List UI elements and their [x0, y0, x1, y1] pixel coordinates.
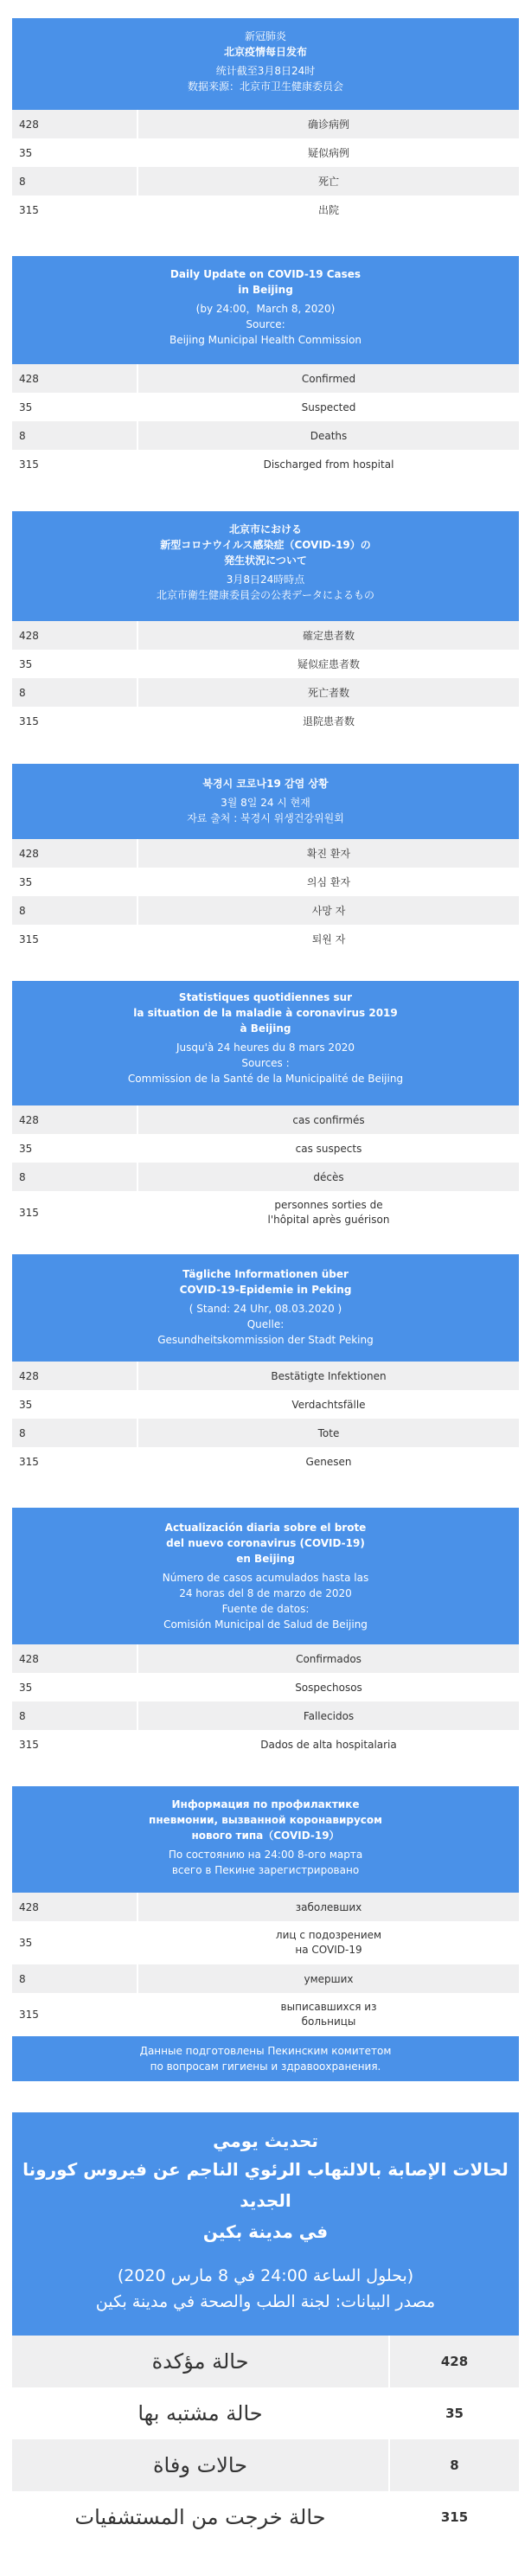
table-row: [12, 138, 519, 167]
header-time: ( Stand: 24 Uhr, 08.03.2020 ): [189, 1303, 342, 1315]
section-german: [12, 1254, 519, 1476]
stat-label: Discharged from hospital: [138, 450, 519, 478]
stats-table: [12, 1644, 519, 1759]
table-row: [12, 925, 519, 953]
section-korean: [12, 764, 519, 953]
stats-table: [12, 839, 519, 953]
stat-label: Confirmed: [138, 364, 519, 393]
header-title: 新冠肺炎: [244, 30, 286, 42]
table-row: [12, 195, 519, 224]
table-row: [12, 621, 519, 650]
stat-label: 退院患者数: [138, 707, 519, 735]
stat-label-line1: выписавшихся из: [280, 2001, 377, 2013]
stat-label-line1: personnes sorties de: [274, 1199, 383, 1211]
stat-label: حالة خرجت من المستشفيات: [12, 2491, 389, 2543]
stat-label: Dados de alta hospitalaria: [138, 1730, 519, 1759]
table-row: [12, 364, 519, 393]
table-row: [12, 896, 519, 925]
section-header: [12, 2112, 519, 2336]
stat-label: حالة مشتبه بها: [12, 2387, 389, 2439]
stat-label: [138, 1191, 519, 1234]
section-french: [12, 981, 519, 1234]
stat-value: 8: [12, 1964, 138, 1993]
table-row: [12, 707, 519, 735]
stat-label: Tote: [138, 1419, 519, 1447]
header-source: Beijing Municipal Health Commission: [169, 334, 362, 346]
stat-label: [138, 1163, 519, 1191]
stat-value: 8: [12, 1419, 138, 1447]
stats-table: [12, 621, 519, 735]
stat-label: [138, 1893, 519, 1921]
stat-label: حالة مؤكدة: [12, 2336, 389, 2387]
stat-value: 315: [12, 707, 138, 735]
header-title-line2: لحالات الإصابة بالالتهاب الرئوي الناجم عن فيروس كورونا الجديد: [22, 2159, 509, 2211]
stats-table: [12, 1362, 519, 1476]
stat-label: [138, 1105, 519, 1134]
table-row: [12, 1390, 519, 1419]
stat-label: 死亡者数: [138, 678, 519, 707]
stat-label: 疑似病例: [138, 138, 519, 167]
header-title-line2: пневмонии, вызванной коронавирусом: [149, 1814, 382, 1826]
stat-value: 315: [12, 195, 138, 224]
header-title: 북경시 코로나19 감염 상황: [202, 778, 329, 790]
table-row: [12, 1163, 519, 1191]
stat-label: Fallecidos: [138, 1701, 519, 1730]
stat-label-line1: лиц с подозрением: [275, 1929, 382, 1941]
header-source: 자료 출처 : 북경시 위생건강위원회: [187, 812, 344, 824]
stat-label-line1: décès: [313, 1170, 344, 1183]
header-title-line3: في مدينة بكين: [202, 2221, 329, 2242]
header-title: Actualización diaria sobre el brote: [164, 1522, 367, 1534]
stat-value: 35: [12, 1673, 138, 1701]
stat-value: 428: [12, 364, 138, 393]
header-title: تحديث يومي: [213, 2131, 318, 2151]
header-title: 北京市における: [228, 523, 302, 535]
table-row: [12, 650, 519, 678]
stat-value: 8: [12, 167, 138, 195]
stat-label: حالات وفاة: [12, 2439, 389, 2491]
stat-value: 315: [12, 1993, 138, 2036]
stat-label: Suspected: [138, 393, 519, 421]
stat-label: 確定患者数: [138, 621, 519, 650]
stat-label-line1: cas suspects: [295, 1142, 362, 1155]
stat-label: Verdachtsfälle: [138, 1390, 519, 1419]
table-row: [12, 1362, 519, 1390]
stat-value: 8: [12, 678, 138, 707]
table-row: [12, 1730, 519, 1759]
stat-value: 315: [12, 925, 138, 953]
header-title-line2: COVID-19-Epidemie in Peking: [179, 1284, 352, 1296]
header-time: Jusqu'à 24 heures du 8 mars 2020: [176, 1041, 355, 1054]
stat-value: 315: [12, 1447, 138, 1476]
stat-value: 35: [12, 1390, 138, 1419]
stat-label: [138, 1134, 519, 1163]
table-row: [12, 393, 519, 421]
header-source-label: Sources :: [241, 1057, 290, 1069]
stats-table: [12, 2336, 519, 2543]
header-title: Statistiques quotidiennes sur: [178, 991, 353, 1003]
stat-value: 428: [12, 110, 138, 138]
header-source: 数据来源：北京市卫生健康委员会: [187, 80, 343, 93]
stat-value: 35: [12, 138, 138, 167]
header-source: 北京市衛生健康委員会の公表データによるもの: [156, 589, 374, 601]
stat-label: 死亡: [138, 167, 519, 195]
stat-value: 8: [12, 421, 138, 450]
stat-label-line2: l'hôpital après guérison: [267, 1214, 390, 1226]
stats-table: [12, 364, 519, 478]
stats-table: [12, 1105, 519, 1234]
stat-value: 35: [12, 393, 138, 421]
stat-value: 8: [12, 1163, 138, 1191]
header-source: مصدر البيانات: لجنة الطب والصحة في مدينة بكين: [95, 2292, 436, 2311]
stat-value: 428: [12, 1893, 138, 1921]
header-title: Информация по профилактике: [171, 1798, 360, 1810]
stat-label-line1: умерших: [304, 1972, 354, 1985]
stat-label-line1: заболевших: [295, 1900, 362, 1913]
stat-label: Bestätigte Infektionen: [138, 1362, 519, 1390]
section-header: [12, 764, 519, 839]
header-source-label: Quelle:: [246, 1318, 285, 1330]
stat-label-line2: на COVID-19: [295, 1944, 362, 1956]
table-row: [12, 1447, 519, 1476]
stats-table: [12, 1893, 519, 2036]
section-arabic: [12, 2112, 519, 2543]
table-row: [12, 1134, 519, 1163]
header-time-line2: 24 horas del 8 de marzo de 2020: [179, 1587, 352, 1599]
stats-table: [12, 110, 519, 224]
section-footer: [12, 2036, 519, 2081]
stat-label: [138, 1964, 519, 1993]
section-header: [12, 1508, 519, 1644]
stat-value: 35: [12, 1134, 138, 1163]
table-row: [12, 1673, 519, 1701]
stat-value: 315: [389, 2491, 519, 2543]
header-time: 3월 8일 24 시 현재: [221, 797, 310, 809]
section-header: [12, 18, 519, 110]
stat-value: 8: [12, 896, 138, 925]
header-title-line3: à Beijing: [240, 1022, 291, 1035]
stat-value: 35: [12, 650, 138, 678]
table-row: [12, 110, 519, 138]
table-row: [12, 2336, 519, 2387]
section-header: [12, 981, 519, 1105]
stat-label-line1: cas confirmés: [292, 1113, 365, 1126]
stat-label: Genesen: [138, 1447, 519, 1476]
stat-value: 428: [389, 2336, 519, 2387]
stat-value: 428: [12, 839, 138, 868]
header-title-line2: in Beijing: [238, 284, 293, 296]
header-title-line3: 発生状況について: [224, 554, 307, 567]
table-row: [12, 1419, 519, 1447]
table-row: [12, 1191, 519, 1234]
stat-label: 확진 환자: [138, 839, 519, 868]
header-title: Tägliche Informationen über: [182, 1268, 349, 1280]
table-row: [12, 1893, 519, 1921]
section-header: [12, 1254, 519, 1362]
stat-label: 의심 환자: [138, 868, 519, 896]
section-english: [12, 256, 519, 478]
table-row: [12, 1921, 519, 1964]
table-row: [12, 167, 519, 195]
stat-value: 35: [12, 868, 138, 896]
table-row: [12, 678, 519, 707]
header-source-label: Fuente de datos:: [221, 1603, 310, 1615]
table-row: [12, 421, 519, 450]
stat-label: Sospechosos: [138, 1673, 519, 1701]
header-title-line3: нового типа（COVID-19）: [191, 1829, 340, 1842]
table-row: [12, 1993, 519, 2036]
stat-label: [138, 1993, 519, 2036]
header-time: Número de casos acumulados hasta las: [162, 1572, 369, 1584]
table-row: [12, 1105, 519, 1134]
footer-line2: по вопросам гигиены и здравоохранения.: [150, 2060, 381, 2073]
header-source: Comisión Municipal de Salud de Beijing: [163, 1618, 368, 1631]
stat-value: 428: [12, 1362, 138, 1390]
section-header: [12, 1786, 519, 1893]
footer-line1: Данные подготовлены Пекинским комитетом: [139, 2045, 392, 2057]
header-title-line2: la situation de la maladie à coronavirus 2019: [133, 1007, 398, 1019]
stat-label: Confirmados: [138, 1644, 519, 1673]
table-row: [12, 868, 519, 896]
table-row: [12, 450, 519, 478]
stat-label: 사망 자: [138, 896, 519, 925]
section-header: [12, 256, 519, 364]
stat-value: 428: [12, 1644, 138, 1673]
section-japanese: [12, 511, 519, 735]
table-row: [12, 2439, 519, 2491]
header-time-line2: всего в Пекине зарегистрировано: [171, 1864, 360, 1876]
stat-label: [138, 1921, 519, 1964]
table-row: [12, 1644, 519, 1673]
header-source: Commission de la Santé de la Municipalité de Beijing: [127, 1073, 404, 1085]
stat-value: 428: [12, 1105, 138, 1134]
table-row: [12, 2491, 519, 2543]
table-row: [12, 1701, 519, 1730]
stat-value: 315: [12, 1730, 138, 1759]
stat-label: 퇴원 자: [138, 925, 519, 953]
header-time: 3月8日24時時点: [226, 574, 305, 586]
stat-label: 出院: [138, 195, 519, 224]
header-subtitle: 北京疫情每日发布: [223, 46, 307, 58]
stat-value: 315: [12, 1191, 138, 1234]
header-title-line3: en Beijing: [236, 1553, 295, 1565]
header-title-line2: del nuevo coronavirus (COVID-19): [166, 1537, 365, 1549]
table-row: [12, 2387, 519, 2439]
header-time: (by 24:00，March 8, 2020): [195, 303, 336, 315]
header-title: Daily Update on COVID-19 Cases: [170, 268, 361, 280]
stat-label: Deaths: [138, 421, 519, 450]
section-header: [12, 511, 519, 621]
section-spanish: [12, 1508, 519, 1759]
stat-value: 8: [12, 1701, 138, 1730]
table-row: [12, 839, 519, 868]
section-russian: [12, 1786, 519, 2081]
stat-label-line2: больницы: [301, 2015, 356, 2028]
header-source: Gesundheitskommission der Stadt Peking: [157, 1334, 374, 1346]
stat-value: 428: [12, 621, 138, 650]
stat-value: 35: [12, 1921, 138, 1964]
header-time: По состоянию на 24:00 8-ого марта: [168, 1849, 363, 1861]
header-time: 统计截至3月8日24时: [215, 65, 316, 77]
section-chinese: [12, 18, 519, 224]
stat-label: 确诊病例: [138, 110, 519, 138]
header-source-label: Source:: [246, 318, 285, 330]
stat-value: 35: [389, 2387, 519, 2439]
header-time: (بحلول الساعة 24:00 في 8 مارس 2020): [117, 2266, 414, 2285]
header-title-line2: 新型コロナウイルス感染症（COVID-19）の: [160, 539, 371, 551]
stat-value: 315: [12, 450, 138, 478]
stat-value: 8: [389, 2439, 519, 2491]
table-row: [12, 1964, 519, 1993]
stat-label: 疑似症患者数: [138, 650, 519, 678]
